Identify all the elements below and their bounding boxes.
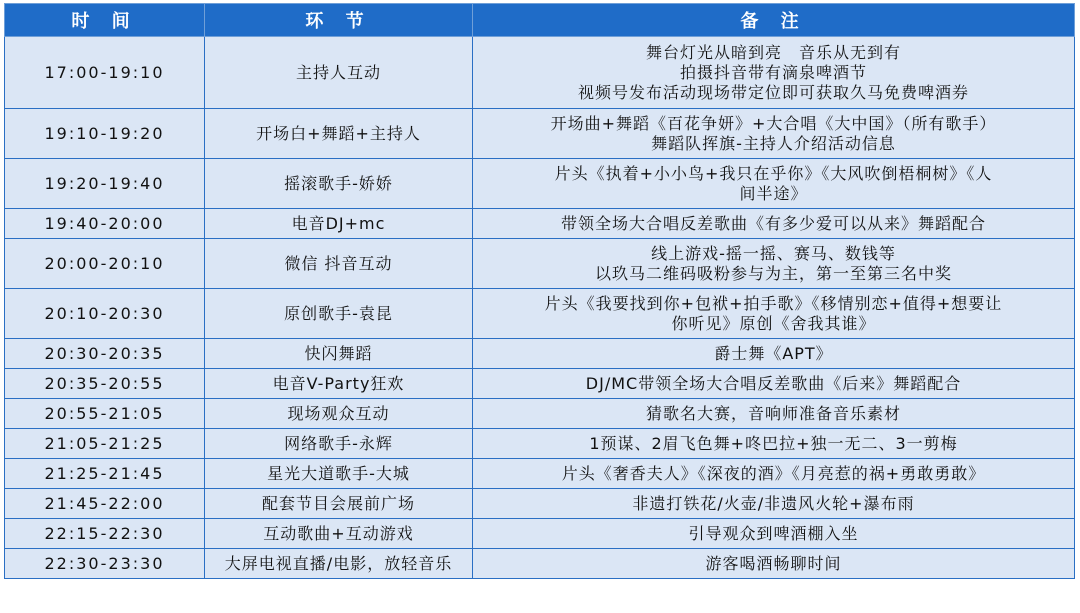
note-line: 带领全场大合唱反差歌曲《有多少爱可以从来》舞蹈配合 [560,213,986,233]
cell-time: 21:45-22:00 [5,489,205,519]
cell-time: 20:30-20:35 [5,339,205,369]
cell-note [473,459,1075,489]
header-note: 备 注 [473,4,1075,37]
cell-time: 17:00-19:10 [5,37,205,109]
note-line: 片头《我要找到你+包袱+拍手歌》《移情别恋+值得+想要让 [544,293,1003,313]
cell-segment: 电音DJ+mc [205,209,473,239]
cell-note [473,519,1075,549]
header-time: 时 间 [5,4,205,37]
cell-time: 22:15-22:30 [5,519,205,549]
cell-note [473,489,1075,519]
note-line: 片头《执着+小小鸟+我只在乎你》《大风吹倒梧桐树》《人 [554,163,993,183]
cell-time: 21:25-21:45 [5,459,205,489]
note-line: 非遗打铁花/火壶/非遗风火轮+瀑布雨 [632,493,915,513]
cell-time: 20:55-21:05 [5,399,205,429]
cell-note [473,209,1075,239]
table-row [5,239,1075,289]
cell-note [473,399,1075,429]
cell-time: 20:35-20:55 [5,369,205,399]
cell-segment: 开场白+舞蹈+主持人 [205,109,473,159]
cell-time: 19:10-19:20 [5,109,205,159]
cell-segment: 主持人互动 [205,37,473,109]
cell-note [473,429,1075,459]
schedule-wrapper [4,3,1074,579]
table-body [5,37,1075,579]
table-row [5,459,1075,489]
note-line: 舞台灯光从暗到亮 音乐从无到有 [645,42,901,62]
cell-note [473,109,1075,159]
cell-time: 21:05-21:25 [5,429,205,459]
note-line: 舞蹈队挥旗-主持人介绍活动信息 [651,133,896,153]
table-row [5,369,1075,399]
note-line: 拍摄抖音带有滴泉啤酒节 [679,62,867,82]
cell-time: 19:20-19:40 [5,159,205,209]
table-row [5,399,1075,429]
table-row [5,209,1075,239]
note-line: 片头《奢香夫人》《深夜的酒》《月亮惹的祸+勇敢勇敢》 [561,463,986,483]
note-line: 以玖马二维码吸粉参与为主，第一至第三名中奖 [594,263,952,283]
note-line: 视频号发布活动现场带定位即可获取久马免费啤酒券 [577,82,969,102]
header-segment: 环 节 [205,4,473,37]
cell-segment: 原创歌手-袁昆 [205,289,473,339]
table-row [5,339,1075,369]
cell-segment: 电音V-Party狂欢 [205,369,473,399]
note-line: 开场曲+舞蹈《百花争妍》+大合唱《大中国》（所有歌手） [550,113,997,133]
table-row [5,549,1075,579]
cell-note [473,37,1075,109]
note-line: DJ/MC带领全场大合唱反差歌曲《后来》舞蹈配合 [585,373,962,393]
cell-segment: 快闪舞蹈 [205,339,473,369]
cell-note [473,159,1075,209]
header-row [5,4,1075,37]
table-row [5,519,1075,549]
cell-segment: 配套节目会展前广场 [205,489,473,519]
cell-time: 20:10-20:30 [5,289,205,339]
note-line: 1预谋、2眉飞色舞+咚巴拉+独一无二、3一剪梅 [589,433,958,453]
note-line: 引导观众到啤酒棚入坐 [688,523,859,543]
table-header [5,4,1075,37]
note-line: 线上游戏-摇一摇、赛马、数钱等 [651,243,896,263]
cell-segment: 现场观众互动 [205,399,473,429]
note-line: 游客喝酒畅聊时间 [705,553,842,573]
cell-segment: 互动歌曲+互动游戏 [205,519,473,549]
cell-note [473,549,1075,579]
cell-note [473,339,1075,369]
note-line: 爵士舞《APT》 [714,343,833,363]
table-row [5,159,1075,209]
cell-segment: 星光大道歌手-大城 [205,459,473,489]
cell-time: 22:30-23:30 [5,549,205,579]
cell-note [473,289,1075,339]
cell-segment: 大屏电视直播/电影，放轻音乐 [205,549,473,579]
table-row [5,289,1075,339]
cell-segment: 网络歌手-永辉 [205,429,473,459]
cell-time: 19:40-20:00 [5,209,205,239]
cell-note [473,239,1075,289]
table-row [5,109,1075,159]
schedule-table [4,3,1075,579]
note-line: 猜歌名大赛，音响师准备音乐素材 [645,403,901,423]
cell-segment: 微信 抖音互动 [205,239,473,289]
cell-time: 20:00-20:10 [5,239,205,289]
cell-segment: 摇滚歌手-娇娇 [205,159,473,209]
note-line: 你听见》原创《舍我其谁》 [671,313,876,333]
table-row [5,489,1075,519]
table-row [5,37,1075,109]
note-line: 间半途》 [739,183,808,203]
cell-note [473,369,1075,399]
table-row [5,429,1075,459]
